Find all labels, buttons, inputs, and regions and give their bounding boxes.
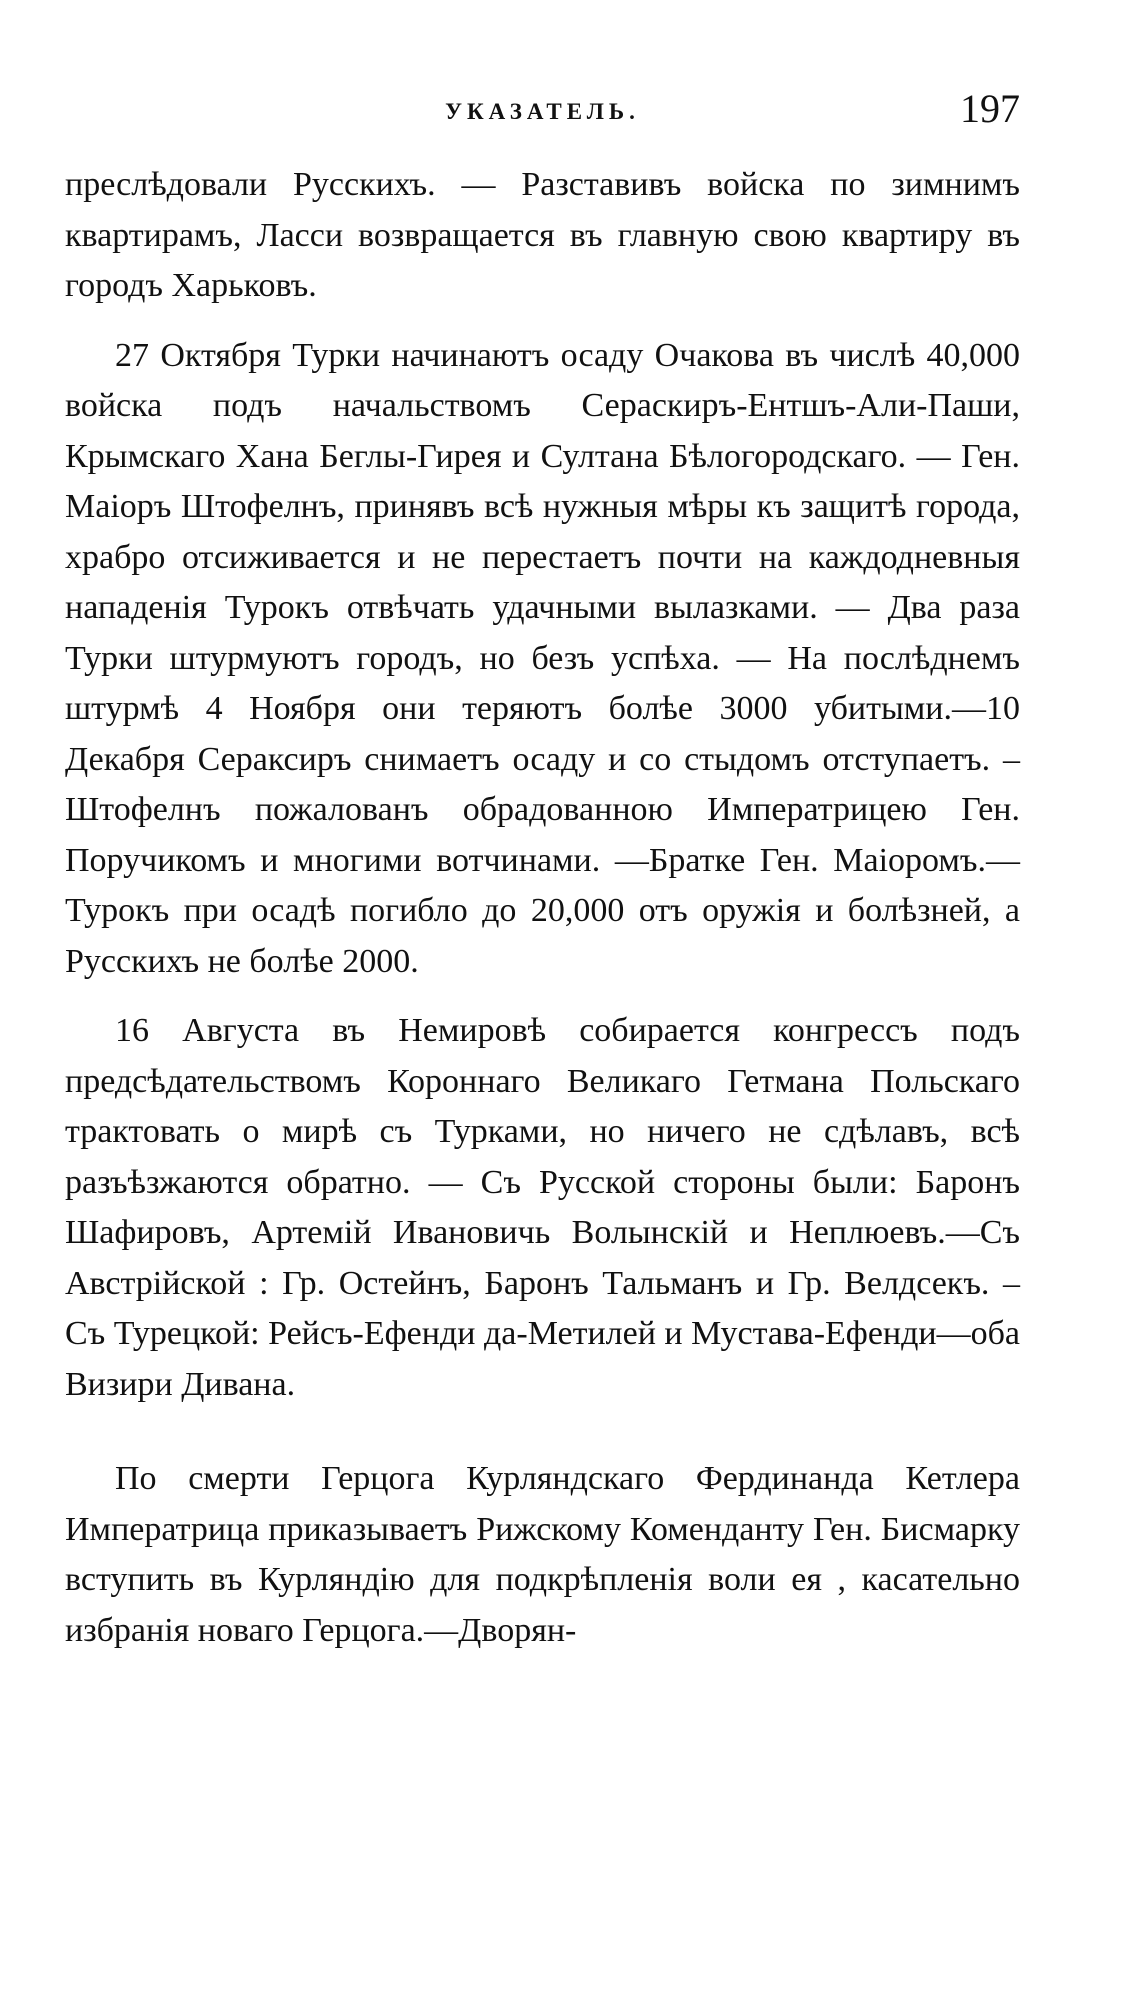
running-title: УКАЗАТЕЛЬ. xyxy=(445,99,640,124)
paragraph-continuation: преслѣдовали Русскихъ. — Разставивъ войска по зимнимъ квартирамъ, Ласси возвращается въ главную свою квартиру въ городъ Харьковъ. xyxy=(65,166,1020,304)
running-head xyxy=(65,85,1020,135)
page-number: 197 xyxy=(960,86,1020,131)
paragraph-courland: По смерти Герцога Курляндскаго Фердинанда Кетлера Императрица приказываетъ Рижскому Коменданту Ген. Бисмарку вступить въ Курляндію для подкрѣпленія воли ея , касательно избранія новаго Герцога.—Дворян- xyxy=(65,1460,1020,1649)
paragraph-ochakov-siege: 27 Октября Турки начинаютъ осаду Очакова въ числѣ 40,000 войска подъ начальствомъ Сераскиръ-Ентшъ-Али-Паши, Крымскаго Хана Беглы-Гирея и Султана Бѣлогородскаго. — Ген. Маіоръ Штофелнъ, принявъ всѣ нужныя мѣры къ защитѣ города, храбро отсиживается и не перестаетъ почти на каждодневныя нападенія Турокъ отвѣчать удачными вылазками. — Два раза Турки штурмуютъ городъ, но безъ успѣха. — На послѣднемъ штурмѣ 4 Ноября они теряютъ болѣе 3000 убитыми.—10 Декабря Сераксиръ снимаетъ осаду и со стыдомъ отступаетъ. – Штофелнъ пожалованъ обрадованною Императрицею Ген. Поручикомъ и многими вотчинами. —Братке Ген. Маіоромъ.—Турокъ при осадѣ погибло до 20,000 отъ оружія и болѣзней, а Русскихъ не болѣе 2000. xyxy=(65,336,1020,980)
paragraph-nemirov-congress: 16 Августа въ Немировѣ собирается конгрессъ подъ предсѣдательствомъ Короннаго Великаго Гетмана Польскаго трактовать о мирѣ съ Турками, но ничего не сдѣлавъ, всѣ разъѣзжаются обратно. — Съ Русской стороны были: Баронъ Шафировъ, Артемій Ивановичь Волынскій и Неплюевъ.—Съ Австрійской : Гр. Остейнъ, Баронъ Тальманъ и Гр. Велдсекъ. – Съ Турецкой: Рейсъ-Ефенди да-Метилей и Мустава-Ефенди—оба Визири Дивана. xyxy=(65,1012,1020,1403)
body-text xyxy=(65,160,1020,1656)
